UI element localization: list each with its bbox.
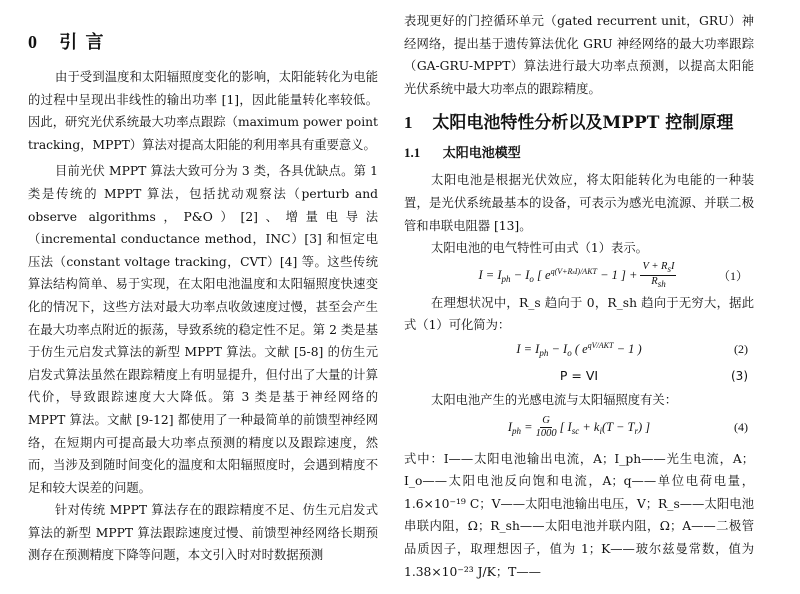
equation-2: $I = I_{ph} - I_o$ ( $e^{qV/AKT} - 1$ ) (2)	[516, 341, 748, 359]
left-column	[28, 0, 378, 567]
photocurrent-paragraph: 太阳电池产生的光感电流与太阳辐照度有关：	[431, 392, 677, 407]
section1-heading-title: 太阳电池特性分析以及MPPT 控制原理	[432, 113, 734, 134]
subsection-heading-title: 太阳电池模型	[442, 146, 521, 162]
subsection-heading	[404, 142, 754, 165]
equation-3-body: P = VI	[559, 368, 599, 384]
intro-paragraph-1: 由于受到温度和太阳辐照度变化的影响，太阳能转化为电能的过程中呈现出非线性的输出功率 [1]，因此能量转化率较低。因此，研究光伏系统最大功率点跟踪（maximum power point tracking，MPPT）算法对提高太阳能的利用率具有重要意义。	[28, 70, 378, 152]
intro-paragraph-3-continued: 表现更好的门控循环单元（gated recurrent unit，GRU）神经网络，提出基于遗传算法优化 GRU 神经网络的最大功率跟踪（GA-GRU-MPPT）算法进行最大功率点预测，以提高太阳能光伏系统中最大功率点的跟踪精度。	[404, 14, 754, 96]
intro-heading-number: 0	[28, 32, 38, 52]
equation-4-number: (4)	[734, 420, 748, 435]
equation-3-number: (3)	[731, 368, 748, 383]
section1-heading	[404, 108, 754, 138]
intro-heading	[28, 28, 378, 54]
equation-1-number: （1）	[717, 269, 748, 284]
subsection-heading-number: 1.1	[404, 145, 421, 161]
symbol-definitions: 式中：I——太阳电池输出电流，A；I_ph——光生电流，A；I_o——太阳电池反向饱和电流，A；q——单位电荷电量，1.6×10⁻¹⁹ C；V——太阳电池输出电压，V；R_s——太阳电池串联内阻，Ω；R_sh——太阳电池并联内阻，Ω；A——二极管品质因子，取理想因子，值为 1；K——玻尔兹曼常数，值为 1.38×10⁻²³ J/K；T——	[404, 451, 754, 579]
intro-paragraph-3: 针对传统 MPPT 算法存在的跟踪精度不足、仿生元启发式算法的新型 MPPT 算法跟踪速度过慢、前馈型神经网络长期预测存在预测精度下降等问题，本文引入时对时数据预测	[28, 503, 378, 563]
solar-cell-paragraph: 太阳电池是根据光伏效应，将太阳能转化为电能的一种装置，是光伏系统最基本的设备，可表示为感光电流源、并联二极管和串联电阻器 [13]。	[404, 173, 754, 233]
intro-paragraph-2: 目前光伏 MPPT 算法大致可分为 3 类，各具优缺点。第 1 类是传统的 MPPT 算法，包括扰动观察法（perturb and observe algorithms，P&O）[2]、增量电导法（incremental conductance method，INC）[3] 和恒定电压法（constant voltage tracking，CVT）[4] 等。这些传统算法结构简单、易于实现，在太阳电池温度和太阳辐照度快速变化的情况下，这些方法对最大功率点收敛速度过慢，甚至会产生在最大功率点附近的振荡，导致系统的稳定性不足。第 2 类是基于仿生元启发式算法的新型 MPPT 算法。文献 [5-8] 的仿生元启发式算法虽然在跟踪精度上有明显提升，但付出了大量的计算代价，导致跟踪速度大大降低。第 3 类是基于神经网络的 MPPT 算法。文献 [9-12] 都使用了一种最简单的前馈型神经网络，在短期内可提高最大功率点预测的精度以及跟踪速度，然而，当涉及到随时间变化的温度和太阳辐照度时，会遇到精度不足和较大误差的问题。	[28, 164, 378, 495]
equation-1: $I = I_{ph} - I_o$ [ $e^{q(V+RsI)/AKT} - 1$ ] + $\frac{\text{V + RsI}}{\text{Rsh}}$ （1）	[478, 261, 748, 290]
intro-heading-title: 引 言	[59, 32, 105, 53]
ideal-condition-paragraph: 在理想状况中，R_s 趋向于 0，R_sh 趋向于无穷大，据此式（1）可化简为：	[404, 295, 754, 333]
equation1-intro: 太阳电池的电气特性可由式（1）表示。	[431, 241, 648, 256]
equation-3	[404, 363, 754, 389]
right-column	[404, 0, 754, 583]
equation-2-number: (2)	[734, 342, 748, 357]
section1-heading-number: 1	[404, 113, 413, 133]
equation-4: $I_{ph}$ = $\frac{G}{1000}$ [ $I_{sc} + k_i(T - T_r)$ ] (4)	[507, 415, 748, 440]
